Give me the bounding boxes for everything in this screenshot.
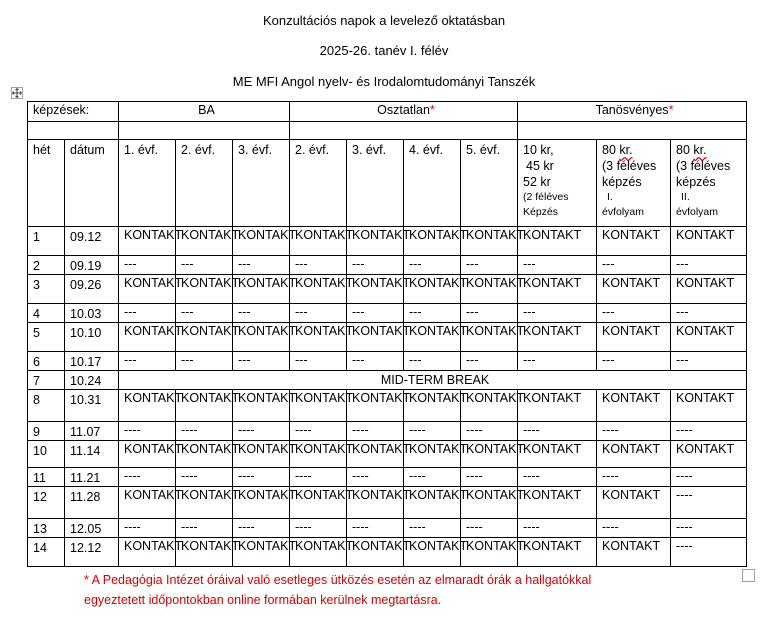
schedule-cell: ---- xyxy=(671,538,747,567)
schedule-cell: KONTAKT xyxy=(290,227,347,256)
schedule-cell: KONTAKT xyxy=(461,441,518,468)
schedule-cell: KONTAKT xyxy=(176,390,233,422)
schedule-cell: --- xyxy=(233,304,290,323)
schedule-cell: KONTAKT xyxy=(347,441,404,468)
year-col-header: 5. évf. xyxy=(461,140,518,227)
schedule-cell: ---- xyxy=(404,519,461,538)
schedule-cell: ---- xyxy=(518,422,597,441)
schedule-cell: KONTAKT xyxy=(347,538,404,567)
schedule-cell: --- xyxy=(119,304,176,323)
table-row xyxy=(28,468,747,487)
schedule-cell: KONTAKT xyxy=(290,538,347,567)
week-cell: 6 xyxy=(28,352,65,371)
schedule-cell: --- xyxy=(404,352,461,371)
schedule-cell: ---- xyxy=(233,519,290,538)
schedule-cell: ---- xyxy=(290,468,347,487)
schedule-cell: KONTAKT xyxy=(233,487,290,519)
empty-cell xyxy=(290,122,518,140)
schedule-cell: KONTAKT xyxy=(461,227,518,256)
schedule-cell: KONTAKT xyxy=(404,390,461,422)
schedule-cell: KONTAKT xyxy=(597,487,671,519)
schedule-cell: KONTAKT xyxy=(597,390,671,422)
schedule-cell: KONTAKT xyxy=(404,538,461,567)
year-col-header: 3. évf. xyxy=(347,140,404,227)
schedule-cell: KONTAKT xyxy=(233,390,290,422)
schedule-cell: KONTAKT xyxy=(347,390,404,422)
table-move-icon[interactable] xyxy=(11,87,23,99)
schedule-cell: KONTAKT xyxy=(347,487,404,519)
schedule-cell: ---- xyxy=(671,422,747,441)
schedule-cell: --- xyxy=(290,304,347,323)
schedule-cell: --- xyxy=(176,304,233,323)
schedule-cell: --- xyxy=(404,304,461,323)
schedule-cell: KONTAKT xyxy=(671,275,747,304)
schedule-cell: KONTAKT xyxy=(119,275,176,304)
schedule-cell: --- xyxy=(671,256,747,275)
table-row xyxy=(28,519,747,538)
week-col-header: hét xyxy=(28,140,65,227)
schedule-cell: KONTAKT xyxy=(119,441,176,468)
empty-cell xyxy=(119,122,290,140)
schedule-cell: KONTAKT xyxy=(233,227,290,256)
schedule-cell: KONTAKT xyxy=(518,441,597,468)
schedule-cell: --- xyxy=(233,256,290,275)
schedule-cell: --- xyxy=(347,256,404,275)
schedule-cell: KONTAKT xyxy=(176,227,233,256)
schedule-cell: KONTAKT xyxy=(597,538,671,567)
schedule-cell: --- xyxy=(347,352,404,371)
schedule-cell: --- xyxy=(671,304,747,323)
table-row xyxy=(28,323,747,352)
date-cell: 09.26 xyxy=(65,275,119,304)
schedule-cell: KONTAKT xyxy=(290,441,347,468)
schedule-cell: KONTAKT xyxy=(290,390,347,422)
schedule-cell: KONTAKT xyxy=(119,487,176,519)
table-row xyxy=(28,422,747,441)
schedule-cell: KONTAKT xyxy=(290,323,347,352)
schedule-cell: --- xyxy=(119,256,176,275)
footnote-line: * A Pedagógia Intézet óráival való esetleges ütközés esetén az elmaradt órák a hallgatókkal xyxy=(84,573,592,587)
table-row xyxy=(28,487,747,519)
schedule-cell: KONTAKT xyxy=(597,227,671,256)
table-row xyxy=(28,538,747,567)
schedule-cell: KONTAKT xyxy=(290,487,347,519)
schedule-cell: ---- xyxy=(119,468,176,487)
schedule-cell: ---- xyxy=(597,422,671,441)
year-col-header: 3. évf. xyxy=(233,140,290,227)
schedule-cell: --- xyxy=(597,352,671,371)
week-cell: 5 xyxy=(28,323,65,352)
schedule-cell: --- xyxy=(290,256,347,275)
schedule-cell: --- xyxy=(404,256,461,275)
date-cell: 10.03 xyxy=(65,304,119,323)
table-row xyxy=(28,371,747,390)
schedule-cell: --- xyxy=(233,352,290,371)
department-label: ME MFI Angol nyelv- és Irodalomtudományi Tanszék xyxy=(232,74,536,89)
footnote-line: egyeztetett időpontokban online formában kerülnek megtartásra. xyxy=(84,593,442,607)
schedule-cell: ---- xyxy=(671,487,747,519)
credit-col-header: 80 kr. (3 féléves képzés I. évfolyam xyxy=(597,140,671,227)
schedule-cell: ---- xyxy=(404,422,461,441)
schedule-cell: KONTAKT xyxy=(347,227,404,256)
term-label: 2025-26. tanév I. félév xyxy=(319,43,449,58)
schedule-cell: --- xyxy=(518,304,597,323)
schedule-cell: KONTAKT xyxy=(518,275,597,304)
date-cell: 11.07 xyxy=(65,422,119,441)
week-cell: 3 xyxy=(28,275,65,304)
table-row xyxy=(28,304,747,323)
schedule-cell: KONTAKT xyxy=(461,323,518,352)
week-cell: 11 xyxy=(28,468,65,487)
date-cell: 12.05 xyxy=(65,519,119,538)
schedule-cell: --- xyxy=(518,352,597,371)
break-cell: MID-TERM BREAK xyxy=(119,371,747,390)
schedule-cell: ---- xyxy=(233,468,290,487)
group-ba: BA xyxy=(119,102,290,122)
year-col-header: 2. évf. xyxy=(176,140,233,227)
week-cell: 4 xyxy=(28,304,65,323)
week-cell: 8 xyxy=(28,390,65,422)
schedule-cell: KONTAKT xyxy=(597,323,671,352)
schedule-cell: KONTAKT xyxy=(233,441,290,468)
schedule-cell: --- xyxy=(597,304,671,323)
schedule-cell: ---- xyxy=(671,519,747,538)
week-cell: 10 xyxy=(28,441,65,468)
schedule-cell: KONTAKT xyxy=(119,227,176,256)
date-cell: 10.17 xyxy=(65,352,119,371)
schedule-cell: KONTAKT xyxy=(404,441,461,468)
schedule-cell: ---- xyxy=(518,468,597,487)
schedule-cell: ---- xyxy=(176,519,233,538)
schedule-cell: ---- xyxy=(347,468,404,487)
schedule-cell: KONTAKT xyxy=(119,323,176,352)
schedule-cell: KONTAKT xyxy=(119,390,176,422)
schedule-cell: KONTAKT xyxy=(597,275,671,304)
schedule-cell: KONTAKT xyxy=(233,323,290,352)
spacer-row xyxy=(28,122,747,140)
table-row xyxy=(28,390,747,422)
schedule-cell: ---- xyxy=(461,519,518,538)
group-tanosvenyes: Tanösvényes* xyxy=(518,102,747,122)
schedule-cell: KONTAKT xyxy=(404,487,461,519)
schedule-cell: --- xyxy=(176,256,233,275)
schedule-cell: KONTAKT xyxy=(347,323,404,352)
week-cell: 14 xyxy=(28,538,65,567)
schedule-cell: KONTAKT xyxy=(404,275,461,304)
date-cell: 10.10 xyxy=(65,323,119,352)
schedule-cell: KONTAKT xyxy=(461,538,518,567)
date-cell: 11.14 xyxy=(65,441,119,468)
asterisk: * xyxy=(668,103,674,117)
schedule-cell: KONTAKT xyxy=(461,275,518,304)
column-header-row xyxy=(28,140,747,227)
table-row xyxy=(28,352,747,371)
schedule-cell: ---- xyxy=(461,468,518,487)
group-header-row xyxy=(28,102,747,122)
footnote xyxy=(84,570,724,610)
schedule-cell: KONTAKT xyxy=(176,538,233,567)
schedule-cell: ---- xyxy=(290,422,347,441)
week-cell: 13 xyxy=(28,519,65,538)
schedule-cell: KONTAKT xyxy=(671,323,747,352)
schedule-cell: KONTAKT xyxy=(404,323,461,352)
credit-col-header: 10 kr, 45 kr 52 kr (2 féléves Képzés xyxy=(518,140,597,227)
document-title: Konzultációs napok a levelező oktatásban xyxy=(262,13,506,28)
date-cell: 10.24 xyxy=(65,371,119,390)
empty-cell xyxy=(518,122,747,140)
schedule-cell: KONTAKT xyxy=(119,538,176,567)
schedule-cell: KONTAKT xyxy=(671,390,747,422)
schedule-cell: KONTAKT xyxy=(347,275,404,304)
schedule-cell: KONTAKT xyxy=(233,275,290,304)
schedule-cell: ---- xyxy=(518,519,597,538)
schedule-cell: KONTAKT xyxy=(518,227,597,256)
schedule-cell: ---- xyxy=(347,422,404,441)
schedule-cell: ---- xyxy=(404,468,461,487)
empty-cell xyxy=(28,122,119,140)
schedule-cell: KONTAKT xyxy=(176,275,233,304)
schedule-cell: KONTAKT xyxy=(233,538,290,567)
paragraph-end-icon xyxy=(742,569,755,582)
week-cell: 7 xyxy=(28,371,65,390)
schedule-cell: --- xyxy=(461,304,518,323)
asterisk: * xyxy=(429,103,435,117)
date-cell: 10.31 xyxy=(65,390,119,422)
schedule-cell: KONTAKT xyxy=(404,227,461,256)
schedule-table xyxy=(27,101,747,567)
schedule-cell: KONTAKT xyxy=(176,487,233,519)
training-label: képzések: xyxy=(28,102,119,122)
week-cell: 2 xyxy=(28,256,65,275)
table-row xyxy=(28,227,747,256)
schedule-cell: ---- xyxy=(671,468,747,487)
schedule-cell: KONTAKT xyxy=(176,323,233,352)
week-cell: 12 xyxy=(28,487,65,519)
date-col-header: dátum xyxy=(65,140,119,227)
schedule-cell: --- xyxy=(119,352,176,371)
schedule-cell: --- xyxy=(671,352,747,371)
table-row xyxy=(28,441,747,468)
schedule-cell: KONTAKT xyxy=(671,227,747,256)
schedule-cell: ---- xyxy=(119,422,176,441)
schedule-cell: ---- xyxy=(176,422,233,441)
schedule-cell: --- xyxy=(461,256,518,275)
schedule-cell: ---- xyxy=(233,422,290,441)
schedule-cell: --- xyxy=(518,256,597,275)
week-cell: 9 xyxy=(28,422,65,441)
schedule-cell: KONTAKT xyxy=(461,390,518,422)
schedule-cell: --- xyxy=(597,256,671,275)
schedule-cell: ---- xyxy=(461,422,518,441)
year-col-header: 2. évf. xyxy=(290,140,347,227)
schedule-cell: KONTAKT xyxy=(461,487,518,519)
schedule-cell: --- xyxy=(461,352,518,371)
schedule-cell: ---- xyxy=(597,468,671,487)
schedule-cell: ---- xyxy=(347,519,404,538)
schedule-cell: KONTAKT xyxy=(518,323,597,352)
schedule-cell: KONTAKT xyxy=(671,441,747,468)
week-cell: 1 xyxy=(28,227,65,256)
schedule-cell: ---- xyxy=(176,468,233,487)
schedule-cell: ---- xyxy=(119,519,176,538)
schedule-cell: ---- xyxy=(597,519,671,538)
table-row xyxy=(28,256,747,275)
year-col-header: 4. évf. xyxy=(404,140,461,227)
schedule-cell: KONTAKT xyxy=(518,487,597,519)
date-cell: 11.28 xyxy=(65,487,119,519)
date-cell: 11.21 xyxy=(65,468,119,487)
table-row xyxy=(28,275,747,304)
credit-col-header: 80 kr. (3 féléves képzés II. évfolyam xyxy=(671,140,747,227)
date-cell: 12.12 xyxy=(65,538,119,567)
schedule-cell: --- xyxy=(176,352,233,371)
schedule-cell: ---- xyxy=(290,519,347,538)
schedule-cell: KONTAKT xyxy=(597,441,671,468)
schedule-cell: KONTAKT xyxy=(518,390,597,422)
date-cell: 09.19 xyxy=(65,256,119,275)
schedule-cell: KONTAKT xyxy=(518,538,597,567)
year-col-header: 1. évf. xyxy=(119,140,176,227)
schedule-cell: --- xyxy=(347,304,404,323)
schedule-cell: KONTAKT xyxy=(290,275,347,304)
schedule-cell: KONTAKT xyxy=(176,441,233,468)
date-cell: 09.12 xyxy=(65,227,119,256)
group-osztatlan: Osztatlan* xyxy=(290,102,518,122)
schedule-cell: --- xyxy=(290,352,347,371)
